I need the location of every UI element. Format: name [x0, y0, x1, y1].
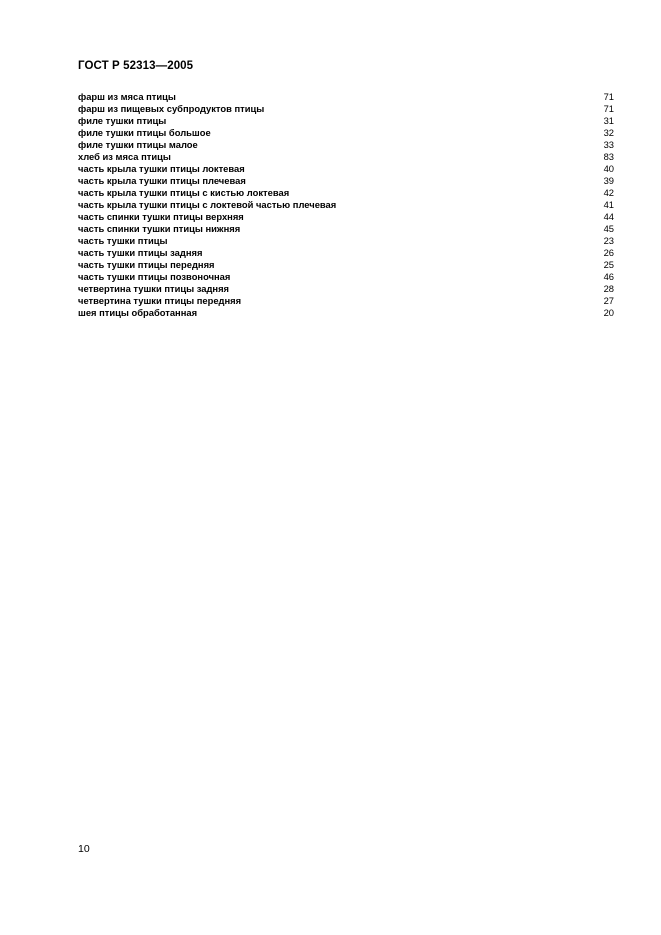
index-page-ref: 39	[603, 175, 614, 186]
index-term: фарш из мяса птицы	[78, 91, 176, 102]
index-entry	[78, 127, 614, 139]
index-entry	[78, 163, 614, 175]
index-term: часть спинки тушки птицы верхняя	[78, 211, 244, 222]
index-term: часть спинки тушки птицы нижняя	[78, 223, 241, 234]
index-page-ref: 71	[603, 103, 614, 114]
index-page-ref: 44	[603, 211, 614, 222]
index-entry	[78, 91, 614, 103]
index-entry	[78, 199, 614, 211]
index-term: часть тушки птицы передняя	[78, 259, 215, 270]
index-term: филе тушки птицы малое	[78, 139, 198, 150]
index-term: часть тушки птицы задняя	[78, 247, 203, 258]
index-page-ref: 23	[603, 235, 614, 246]
index-term: часть тушки птицы позвоночная	[78, 271, 231, 282]
index-entry	[78, 103, 614, 115]
index-page-ref: 41	[603, 199, 614, 210]
index-term: часть крыла тушки птицы плечевая	[78, 175, 246, 186]
document-header: ГОСТ Р 52313—2005	[78, 60, 194, 72]
index-page-ref: 31	[603, 115, 614, 126]
index-entry	[78, 295, 614, 307]
index-entry	[78, 139, 614, 151]
index-entry	[78, 211, 614, 223]
index-page-ref: 32	[603, 127, 614, 138]
index-page-ref: 27	[603, 295, 614, 306]
page-number: 10	[78, 843, 90, 855]
index-entry	[78, 175, 614, 187]
index-entry	[78, 271, 614, 283]
index-page-ref: 26	[603, 247, 614, 258]
index-page-ref: 46	[603, 271, 614, 282]
index-entry	[78, 223, 614, 235]
index-entry	[78, 307, 614, 319]
index-entry	[78, 151, 614, 163]
index-page-ref: 28	[603, 283, 614, 294]
index-entry	[78, 235, 614, 247]
index-term: фарш из пищевых субпродуктов птицы	[78, 103, 265, 114]
index-term: часть крыла тушки птицы с кистью локтевая	[78, 187, 290, 198]
index-term: часть крыла тушки птицы с локтевой частью плечевая	[78, 199, 337, 210]
index-page-ref: 33	[603, 139, 614, 150]
alphabetical-index	[78, 91, 614, 319]
index-entry	[78, 187, 614, 199]
index-term: часть крыла тушки птицы локтевая	[78, 163, 245, 174]
index-entry	[78, 115, 614, 127]
index-page-ref: 42	[603, 187, 614, 198]
index-entry	[78, 283, 614, 295]
index-page-ref: 71	[603, 91, 614, 102]
index-term: шея птицы обработанная	[78, 307, 198, 318]
index-term: четвертина тушки птицы задняя	[78, 283, 230, 294]
index-term: четвертина тушки птицы передняя	[78, 295, 242, 306]
index-term: часть тушки птицы	[78, 235, 168, 246]
index-term: филе тушки птицы	[78, 115, 167, 126]
index-page-ref: 40	[603, 163, 614, 174]
index-page-ref: 83	[603, 151, 614, 162]
index-page-ref: 45	[603, 223, 614, 234]
index-term: филе тушки птицы большое	[78, 127, 211, 138]
index-page-ref: 20	[603, 307, 614, 318]
index-entry	[78, 247, 614, 259]
index-entry	[78, 259, 614, 271]
index-term: хлеб из мяса птицы	[78, 151, 171, 162]
index-page-ref: 25	[603, 259, 614, 270]
